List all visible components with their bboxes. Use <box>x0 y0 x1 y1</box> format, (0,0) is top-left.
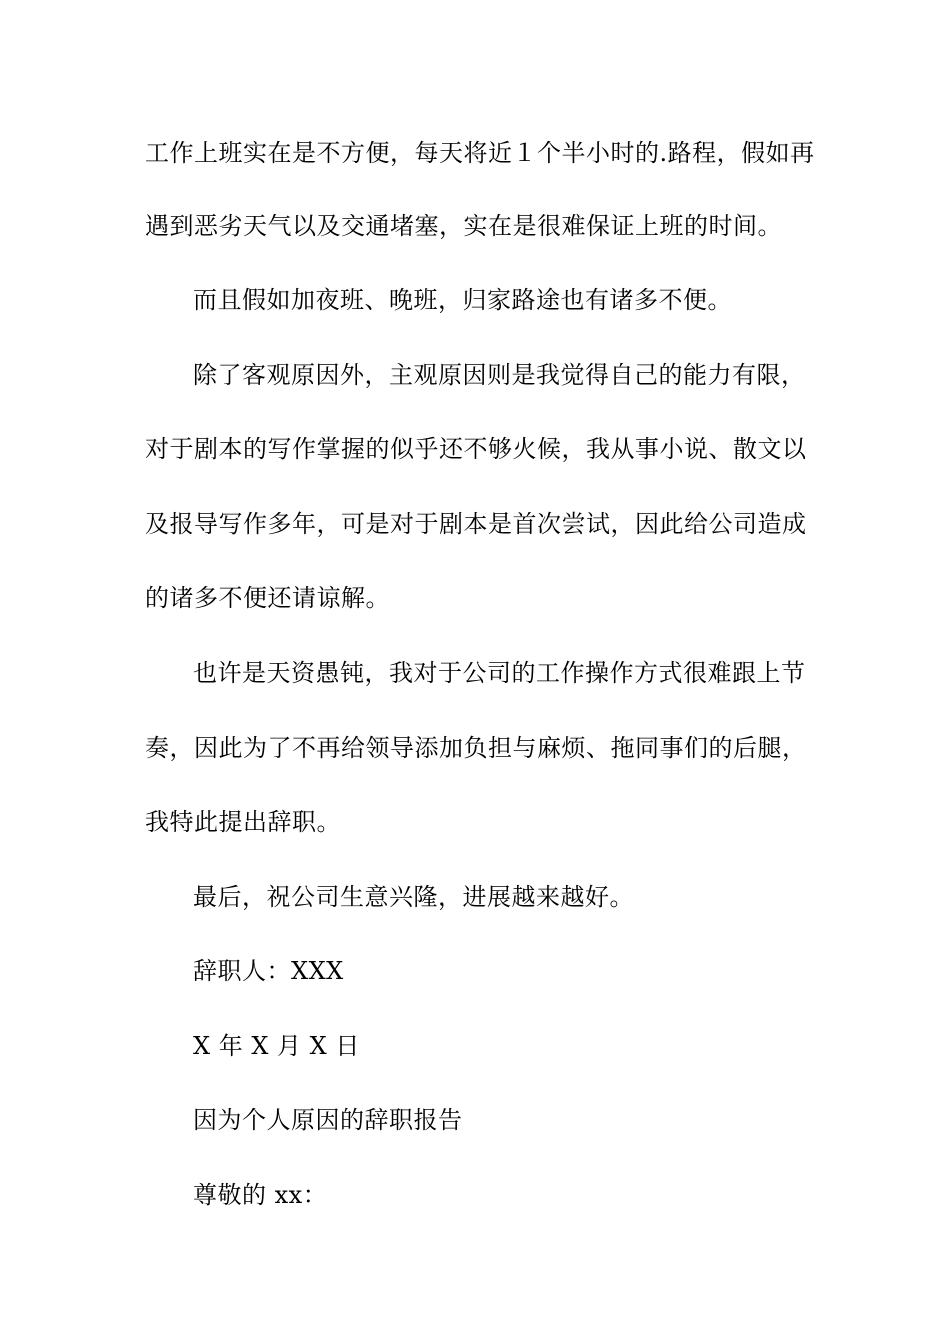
paragraph-line: 工作上班实在是不方便，每天将近１个半小时的.路程，假如再 <box>145 139 815 167</box>
paragraph-line: 对于剧本的写作掌握的似乎还不够火候，我从事小说、散文以 <box>145 435 807 463</box>
paragraph-line: 的诸多不便还请谅解。 <box>145 584 390 612</box>
salutation-line: 尊敬的 xx： <box>193 1181 328 1209</box>
section-title: 因为个人原因的辞职报告 <box>193 1106 463 1134</box>
closing-line: 最后，祝公司生意兴隆，进展越来越好。 <box>193 883 634 911</box>
paragraph-line: 除了客观原因外，主观原因则是我觉得自己的能力有限， <box>193 361 806 389</box>
paragraph-line: 我特此提出辞职。 <box>145 808 341 836</box>
signature-line: 辞职人：XXX <box>193 957 344 985</box>
paragraph-line: 而且假如加夜班、晚班，归家路途也有诸多不便。 <box>193 286 732 314</box>
date-line: X 年 X 月 X 日 <box>193 1032 360 1060</box>
paragraph-line: 也许是天资愚钝，我对于公司的工作操作方式很难跟上节 <box>193 659 806 687</box>
paragraph-line: 遇到恶劣天气以及交通堵塞，实在是很难保证上班的时间。 <box>145 212 782 240</box>
paragraph-line: 奏，因此为了不再给领导添加负担与麻烦、拖同事们的后腿， <box>145 734 807 762</box>
paragraph-line: 及报导写作多年，可是对于剧本是首次尝试，因此给公司造成 <box>145 510 807 538</box>
